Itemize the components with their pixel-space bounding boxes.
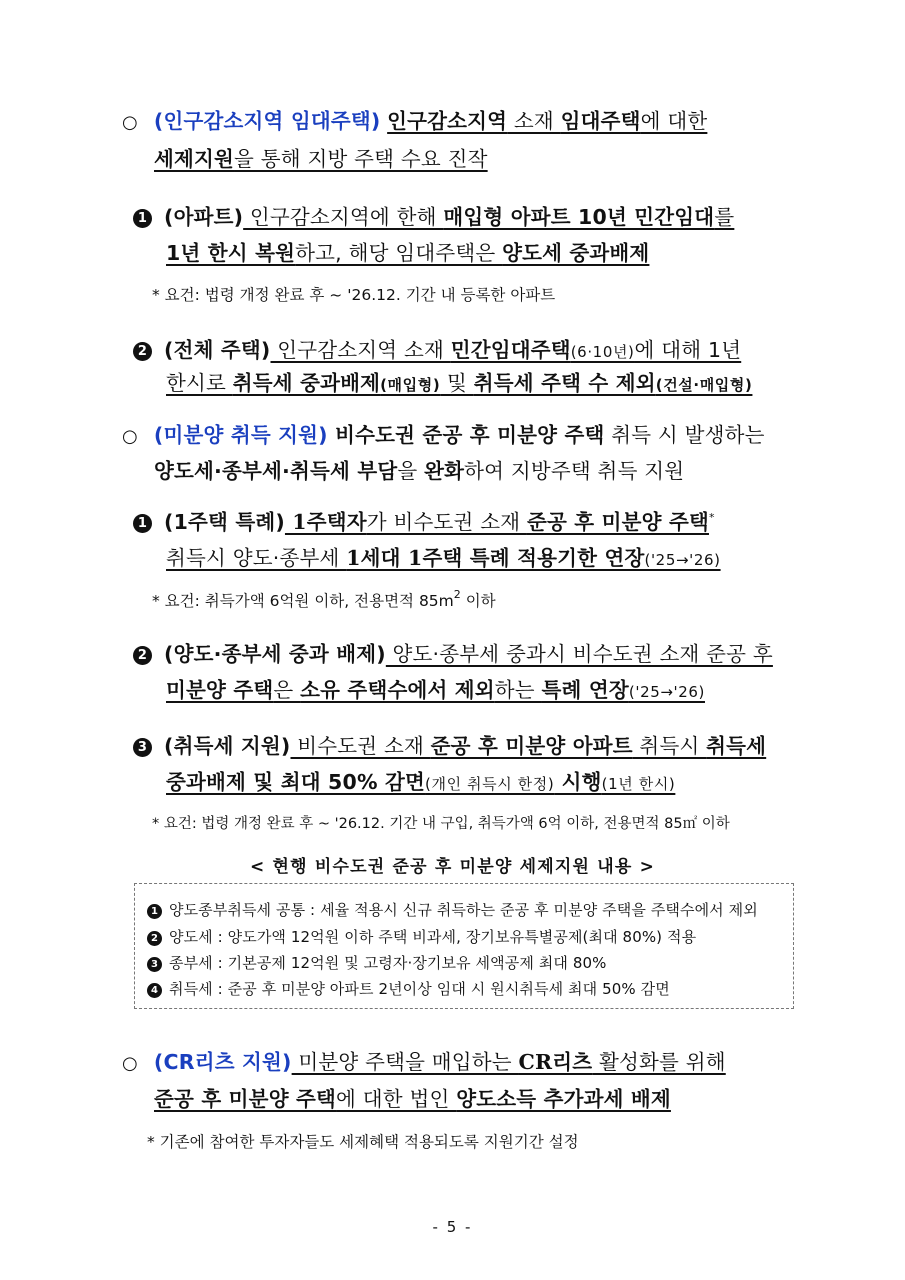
numbered-circle-icon: 1 xyxy=(147,904,162,919)
box-item-2 xyxy=(147,926,696,947)
section-1-item-1-line-2 xyxy=(166,236,649,266)
section-2-tag: (미분양 취득 지원) xyxy=(153,423,328,447)
text-bold: CR리츠 xyxy=(518,1050,593,1074)
section-2-item-1-note xyxy=(152,588,496,611)
section-1-item-1-note: * 요건: 법령 개정 완료 후 ~ '26.12. 기간 내 등록한 아파트 xyxy=(152,286,556,304)
section-3-note: * 기존에 참여한 투자자들도 세제혜택 적용되도록 지원기간 설정 xyxy=(147,1133,579,1151)
section-3-tag: (CR리츠 지원) xyxy=(153,1050,292,1074)
item-tag: (아파트) xyxy=(164,205,244,229)
text-bold: 민간임대주택 xyxy=(450,338,571,362)
text: 을 통해 지방 주택 수요 진작 xyxy=(234,147,488,171)
section-1-line-2 xyxy=(154,142,488,172)
text: 미분양 주택을 매입하는 xyxy=(291,1050,519,1074)
text-bold: 취득세 주택 수 제외 xyxy=(473,371,656,395)
box-item-4 xyxy=(147,978,670,999)
text: 소재 xyxy=(507,109,561,133)
box-item-text: 양도세 : 양도가액 12억원 이하 주택 비과세, 장기보유특별공제(최대 80%) 적용 xyxy=(169,928,697,946)
text-bold: 준공 후 미분양 주택 xyxy=(526,510,709,534)
section-2-line-1 xyxy=(122,418,765,448)
text: 비수도권 소재 xyxy=(290,734,431,758)
text-bold: 미분양 주택 xyxy=(166,678,274,702)
item-tag: (취득세 지원) xyxy=(164,734,291,758)
text-bold: 준공 후 미분양 아파트 xyxy=(430,734,633,758)
text-bold: 임대주택 xyxy=(560,109,641,133)
text: 에 대한 xyxy=(640,109,708,133)
text: 에 대한 법인 xyxy=(336,1087,457,1111)
box-item-1 xyxy=(147,899,758,920)
footnote-mark: * xyxy=(708,511,715,524)
text-bold: 특례 연장 xyxy=(541,678,629,702)
section-1-item-2-line-1 xyxy=(133,333,741,363)
page-number: - 5 - xyxy=(432,1218,473,1236)
section-1-line-1 xyxy=(122,104,707,134)
section-2-line-2 xyxy=(154,454,684,484)
item-tag: (1주택 특례) xyxy=(164,510,285,534)
text: 하고, 해당 임대주택은 xyxy=(295,241,503,265)
text-small: (6·10년) xyxy=(570,343,635,361)
text-bold: 준공 후 미분양 주택 xyxy=(154,1087,337,1111)
text-bold: 매입형 아파트 10년 민간임대 xyxy=(443,205,715,229)
text-bold: 1년 한시 복원 xyxy=(166,241,296,265)
section-2-item-3-note: * 요건: 법령 개정 완료 후 ~ '26.12. 기간 내 구입, 취득가액 6억 이하, 전용면적 85㎡ 이하 xyxy=(152,816,730,832)
box-item-3 xyxy=(147,952,606,973)
text: 이하 xyxy=(460,592,496,610)
text: 및 xyxy=(440,371,474,395)
superscript: 2 xyxy=(453,588,461,601)
summary-box xyxy=(134,883,794,1009)
text-bold: 인구감소지역 xyxy=(387,109,508,133)
section-1-tag: (인구감소지역 임대주택) xyxy=(153,109,381,133)
item-tag: (전체 주택) xyxy=(164,338,271,362)
text-bold: 비수도권 준공 후 미분양 주택 xyxy=(327,423,605,447)
box-item-text: 취득세 : 준공 후 미분양 아파트 2년이상 임대 시 원시취득세 최대 50% 감면 xyxy=(169,980,670,998)
text: 양도·종부세 중과시 비수도권 소재 준공 후 xyxy=(385,642,773,666)
numbered-circle-icon: 2 xyxy=(133,342,152,361)
section-2-item-1-line-1 xyxy=(133,505,715,535)
text: 활성화를 위해 xyxy=(592,1050,726,1074)
text-bold: 시행 xyxy=(554,770,602,794)
text-bold: 취득세 xyxy=(706,734,767,758)
circle-bullet-icon: ○ xyxy=(122,1053,138,1074)
text: 가 비수도권 소재 xyxy=(366,510,527,534)
numbered-circle-icon: 2 xyxy=(133,646,152,665)
box-title: < 현행 비수도권 준공 후 미분양 세제지원 내용 > xyxy=(249,857,656,877)
text-bold: 세제지원 xyxy=(154,147,235,171)
text-bold: 소유 주택수에서 제외 xyxy=(300,678,495,702)
text-small: ('25→'26) xyxy=(644,551,721,569)
section-3-line-1 xyxy=(122,1045,726,1075)
text: 취득 시 발생하는 xyxy=(604,423,765,447)
section-2-item-2-line-2 xyxy=(166,673,705,703)
section-2-item-3-line-1 xyxy=(133,729,766,759)
text: 에 대해 1년 xyxy=(634,338,742,362)
box-item-text: 종부세 : 기본공제 12억원 및 고령자·장기보유 세액공제 최대 80% xyxy=(169,954,607,972)
text-bold: 1주택자 xyxy=(284,510,367,534)
text-small: ('25→'26) xyxy=(628,683,705,701)
numbered-circle-icon: 3 xyxy=(133,738,152,757)
text-bold: 양도세 중과배제 xyxy=(502,241,650,265)
text: 인구감소지역에 한해 xyxy=(243,205,444,229)
text: 을 xyxy=(397,459,425,483)
circle-bullet-icon: ○ xyxy=(122,112,138,133)
section-3-line-2 xyxy=(154,1082,671,1112)
numbered-circle-icon: 1 xyxy=(133,514,152,533)
text-small: (1년 한시) xyxy=(601,775,676,793)
text-small: (매입형) xyxy=(380,376,441,394)
text: 하는 xyxy=(494,678,542,702)
numbered-circle-icon: 1 xyxy=(133,209,152,228)
text-small: (개인 취득시 한정) xyxy=(425,775,555,793)
circle-bullet-icon: ○ xyxy=(122,426,138,447)
numbered-circle-icon: 4 xyxy=(147,983,162,998)
text-bold: 완화 xyxy=(424,459,465,483)
text: 한시로 xyxy=(166,371,233,395)
text: 취득시 xyxy=(632,734,707,758)
text-bold: 양도소득 추가과세 배제 xyxy=(456,1087,671,1111)
text: 은 xyxy=(273,678,301,702)
item-tag: (양도·종부세 중과 배제) xyxy=(164,642,386,666)
text: 인구감소지역 소재 xyxy=(270,338,451,362)
section-2-item-2-line-1 xyxy=(133,637,773,667)
box-item-text: 양도종부취득세 공통 : 세율 적용시 신규 취득하는 준공 후 미분양 주택을 주택수에서 제외 xyxy=(169,901,758,919)
text: * 요건: 취득가액 6억원 이하, 전용면적 85m xyxy=(152,592,454,610)
section-2-item-3-line-2 xyxy=(166,765,675,795)
numbered-circle-icon: 3 xyxy=(147,957,162,972)
numbered-circle-icon: 2 xyxy=(147,931,162,946)
section-1-item-2-line-2 xyxy=(166,366,752,396)
text-bold: 1세대 1주택 특례 적용기한 연장 xyxy=(346,546,645,570)
text: 하여 지방주택 취득 지원 xyxy=(464,459,685,483)
section-2-item-1-line-2 xyxy=(166,541,721,571)
text-bold: 양도세·종부세·취득세 부담 xyxy=(154,459,398,483)
text-bold: 취득세 중과배제 xyxy=(232,371,381,395)
section-1-item-1-line-1 xyxy=(133,200,734,230)
text-small: (건설·매입형) xyxy=(655,376,753,394)
text: 취득시 양도·종부세 xyxy=(166,546,347,570)
text-bold: 중과배제 및 최대 50% 감면 xyxy=(166,770,426,794)
text: 를 xyxy=(714,205,735,229)
